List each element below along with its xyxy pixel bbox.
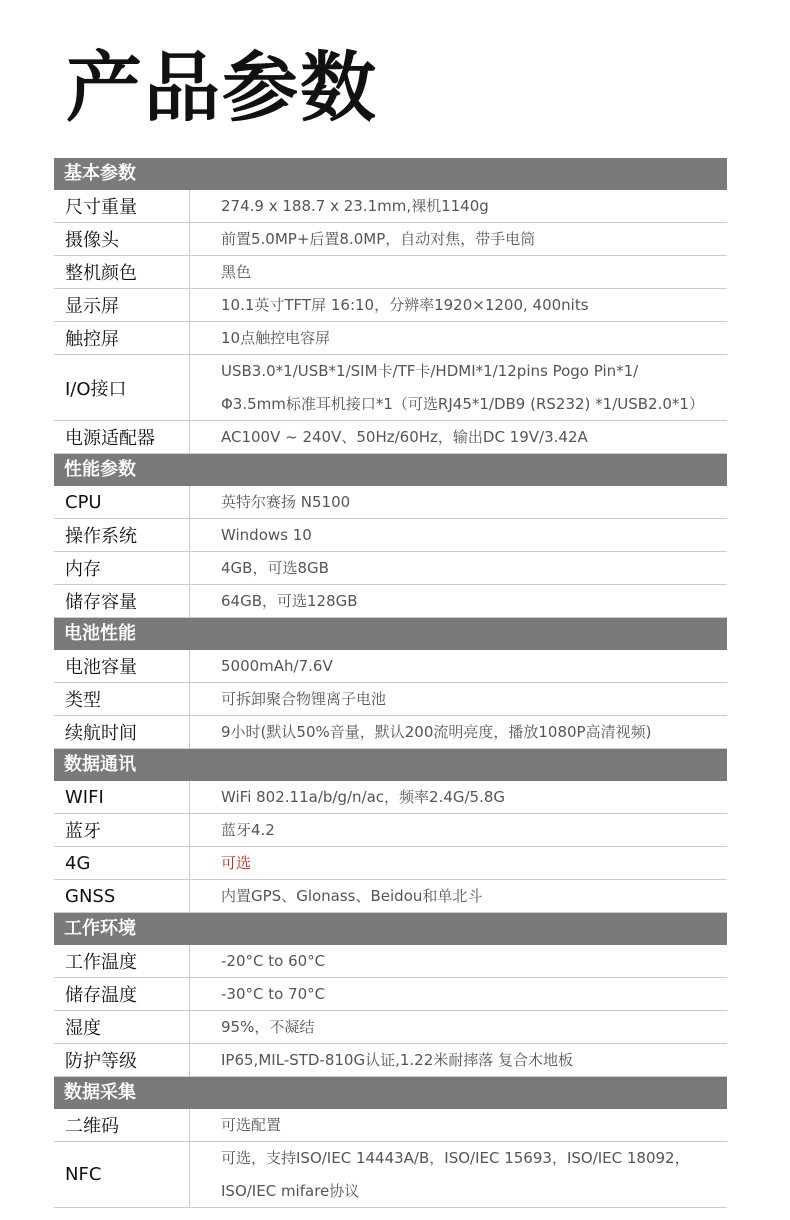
- spec-value-line: 可选: [221, 853, 252, 872]
- spec-value: [190, 781, 727, 813]
- spec-value-line: 10点触控电容屏: [221, 328, 331, 347]
- spec-value: [190, 1044, 727, 1076]
- spec-row: [54, 223, 727, 256]
- spec-value-line: IP65,MIL-STD-810G认证,1.22米耐摔落 复合木地板: [221, 1050, 574, 1069]
- spec-row: [54, 552, 727, 585]
- spec-value: [190, 519, 727, 551]
- spec-value: [190, 683, 727, 715]
- spec-label: 电源适配器: [54, 421, 190, 453]
- spec-value-line: 64GB，可选128GB: [221, 591, 358, 610]
- spec-row: [54, 421, 727, 454]
- spec-value-line: 4GB，可选8GB: [221, 558, 329, 577]
- spec-value-line: -30°C to 70°C: [221, 984, 326, 1003]
- section-header: 数据采集: [54, 1077, 727, 1109]
- spec-label: 储存温度: [54, 978, 190, 1010]
- spec-value-line: WiFi 802.11a/b/g/n/ac，频率2.4G/5.8G: [221, 787, 506, 806]
- spec-value: [190, 1142, 727, 1207]
- spec-row: [54, 1011, 727, 1044]
- spec-label: 蓝牙: [54, 814, 190, 846]
- section-header: 电池性能: [54, 618, 727, 650]
- spec-value: [190, 322, 727, 354]
- spec-value: [190, 190, 727, 222]
- spec-value: [190, 355, 727, 420]
- spec-value-line: -20°C to 60°C: [221, 951, 326, 970]
- spec-row: [54, 814, 727, 847]
- spec-row: [54, 847, 727, 880]
- spec-value-line: 内置GPS、Glonass、Beidou和单北斗: [221, 886, 483, 905]
- spec-label: 尺寸重量: [54, 190, 190, 222]
- spec-label: 整机颜色: [54, 256, 190, 288]
- spec-label: 储存容量: [54, 585, 190, 617]
- spec-value-line: 9小时(默认50%音量，默认200流明亮度，播放1080P高清视频): [221, 722, 652, 741]
- spec-value: [190, 814, 727, 846]
- spec-row: [54, 322, 727, 355]
- spec-row: [54, 355, 727, 421]
- spec-label: GNSS: [54, 880, 190, 912]
- spec-value: [190, 978, 727, 1010]
- spec-value: [190, 486, 727, 518]
- spec-row: [54, 781, 727, 814]
- spec-row: [54, 650, 727, 683]
- spec-label: CPU: [54, 486, 190, 518]
- spec-value-line: 95%，不凝结: [221, 1017, 315, 1036]
- spec-value: [190, 552, 727, 584]
- spec-row: [54, 1142, 727, 1208]
- spec-value: [190, 945, 727, 977]
- spec-value-line: 黑色: [221, 262, 252, 281]
- spec-label: 内存: [54, 552, 190, 584]
- spec-value-line: 可选，支持ISO/IEC 14443A/B，ISO/IEC 15693，ISO/IEC 18092，: [221, 1148, 690, 1167]
- spec-label: 4G: [54, 847, 190, 879]
- spec-row: [54, 519, 727, 552]
- spec-row: [54, 945, 727, 978]
- spec-row: [54, 880, 727, 913]
- spec-label: NFC: [54, 1142, 190, 1207]
- spec-label: 操作系统: [54, 519, 190, 551]
- spec-value-line: ISO/IEC mifare协议: [221, 1181, 360, 1200]
- spec-label: 触控屏: [54, 322, 190, 354]
- spec-value-line: 前置5.0MP+后置8.0MP，自动对焦，带手电筒: [221, 229, 536, 248]
- spec-table: [54, 158, 727, 1208]
- spec-value: [190, 421, 727, 453]
- spec-value-line: 5000mAh/7.6V: [221, 656, 333, 675]
- spec-value-line: 274.9 x 188.7 x 23.1mm,裸机1140g: [221, 196, 489, 215]
- spec-row: [54, 978, 727, 1011]
- spec-value-line: AC100V ~ 240V、50Hz/60Hz，输出DC 19V/3.42A: [221, 427, 588, 446]
- section-header: 基本参数: [54, 158, 727, 190]
- spec-value: [190, 256, 727, 288]
- spec-row: [54, 486, 727, 519]
- spec-value-line: 英特尔赛扬 N5100: [221, 492, 351, 511]
- spec-label: 摄像头: [54, 223, 190, 255]
- spec-row: [54, 585, 727, 618]
- spec-label: 显示屏: [54, 289, 190, 321]
- spec-row: [54, 289, 727, 322]
- section-header: 工作环境: [54, 913, 727, 945]
- spec-label: 防护等级: [54, 1044, 190, 1076]
- spec-value: [190, 585, 727, 617]
- spec-value: [190, 650, 727, 682]
- spec-value: [190, 847, 727, 879]
- spec-label: 类型: [54, 683, 190, 715]
- spec-label: 电池容量: [54, 650, 190, 682]
- spec-label: 二维码: [54, 1109, 190, 1141]
- section-header: 性能参数: [54, 454, 727, 486]
- section-header: 数据通讯: [54, 749, 727, 781]
- spec-row: [54, 716, 727, 749]
- spec-value: [190, 1109, 727, 1141]
- spec-label: I/O接口: [54, 355, 190, 420]
- spec-value-line: 10.1英寸TFT屏 16:10，分辨率1920×1200, 400nits: [221, 295, 589, 314]
- spec-value: [190, 716, 727, 748]
- spec-row: [54, 683, 727, 716]
- spec-value: [190, 1011, 727, 1043]
- spec-value-line: 可选配置: [221, 1115, 282, 1134]
- spec-value: [190, 289, 727, 321]
- spec-value-line: 蓝牙4.2: [221, 820, 275, 839]
- spec-label: 湿度: [54, 1011, 190, 1043]
- spec-value-line: 可拆卸聚合物锂离子电池: [221, 689, 387, 708]
- spec-label: 续航时间: [54, 716, 190, 748]
- page-title: 产品参数: [66, 43, 378, 132]
- spec-value: [190, 223, 727, 255]
- spec-value-line: USB3.0*1/USB*1/SIM卡/TF卡/HDMI*1/12pins Pogo Pin*1/: [221, 361, 639, 380]
- spec-label: WIFI: [54, 781, 190, 813]
- spec-value: [190, 880, 727, 912]
- spec-row: [54, 256, 727, 289]
- spec-row: [54, 190, 727, 223]
- spec-label: 工作温度: [54, 945, 190, 977]
- spec-row: [54, 1044, 727, 1077]
- spec-value-line: Φ3.5mm标准耳机接口*1（可选RJ45*1/DB9 (RS232) *1/USB2.0*1）: [221, 394, 704, 413]
- spec-row: [54, 1109, 727, 1142]
- spec-value-line: Windows 10: [221, 525, 312, 544]
